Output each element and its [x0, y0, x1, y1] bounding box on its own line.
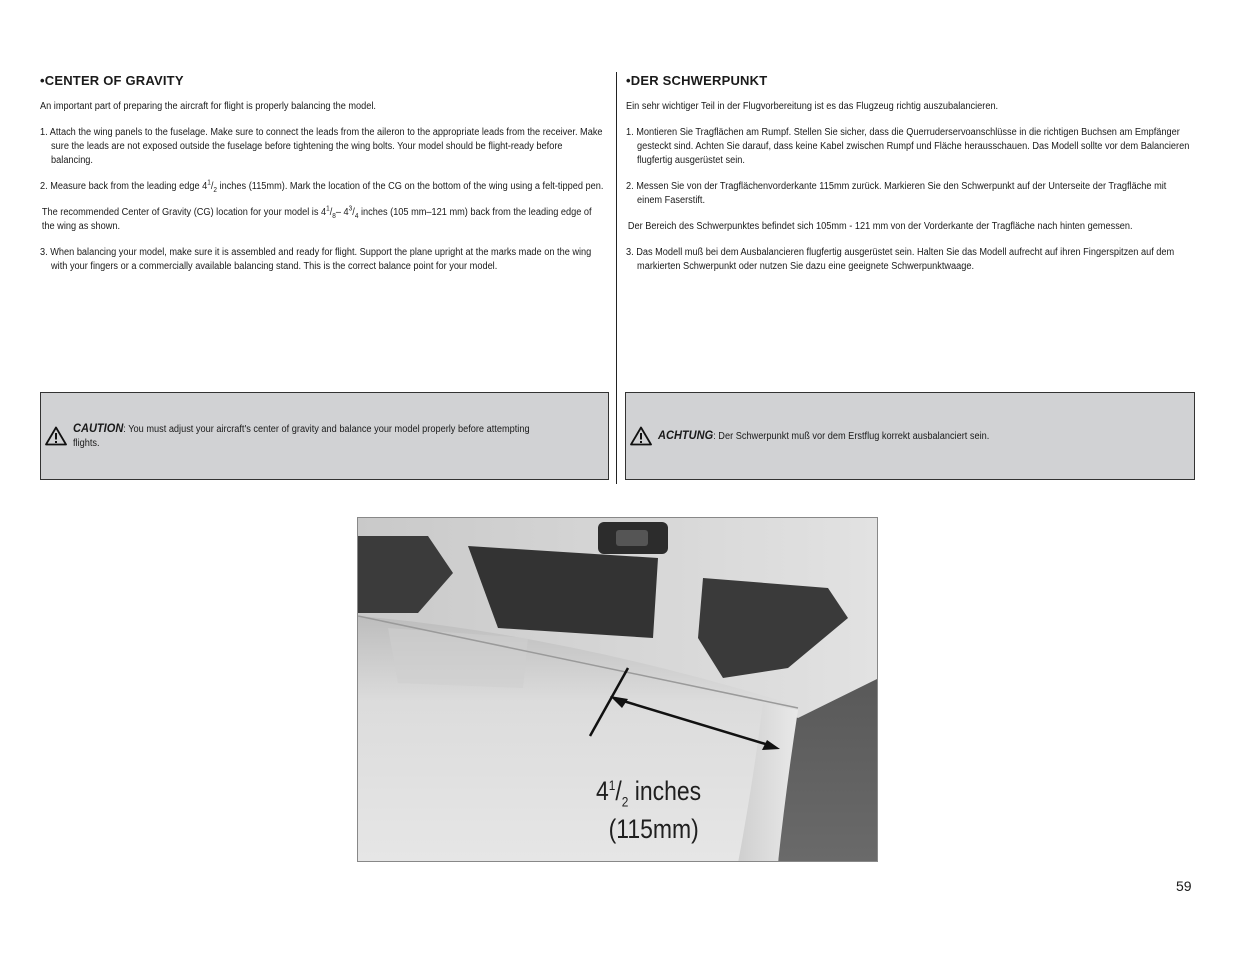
caution-box-english	[40, 392, 609, 480]
step-2-de: 2. Messen Sie von der Tragflächenvorderkante 115mm zurück. Markieren Sie den Schwerpunkt auf der Unterseite der Tragfläche mit einem Faserstift.	[626, 181, 1167, 206]
cg-range-paragraph: The recommended Center of Gravity (CG) location for your model is $4^1/_8-$ $4^3/_4$ inches (105 mm–121 mm) back from the leading edge of the wing as shown.	[41, 205, 592, 232]
english-body	[40, 100, 607, 274]
caution-box-german	[625, 392, 1195, 480]
achtung-keyword: ACHTUNG	[658, 428, 714, 442]
warning-triangle-icon	[630, 426, 652, 446]
wing-cg-photo	[357, 517, 878, 862]
warning-triangle-icon	[45, 426, 67, 446]
section-heading-english: •CENTER OF GRAVITY	[40, 73, 184, 88]
cg-range-paragraph-de: Der Bereich des Schwerpunktes befindet sich 105mm - 121 mm von der Vorderkante der Tragfläche nach hinten gemessen.	[627, 221, 1133, 232]
intro-paragraph: An important part of preparing the aircraft for flight is properly balancing the model.	[40, 101, 376, 112]
column-divider	[616, 72, 617, 484]
achtung-text: : Der Schwerpunkt muß vor dem Erstflug korrekt ausbalanciert sein.	[713, 431, 990, 442]
caution-keyword: CAUTION	[73, 421, 124, 435]
step-2: 2. Measure back from the leading edge $4^1/_2$ inches (115mm). Mark the location of the CG on the bottom of the wing using a felt-tipped pen.	[40, 179, 604, 194]
step-1-de: 1. Montieren Sie Tragflächen am Rumpf. Stellen Sie sicher, dass die Querruderservoanschlüsse in die richtigen Buchsen am Empfänger gesteckt sind. Achten Sie darauf, dass keine Kabel zwischen Rumpf und Fläche herausschauen. Das Modell sollte vor dem Balancieren flugfertig ausgerüstet sein.	[626, 127, 1190, 166]
german-column	[626, 72, 1194, 286]
step-3: 3. When balancing your model, make sure it is assembled and ready for flight. Support the plane upright at the marks made on the wing with your fingers or a commercially available balancing stand. This is the correct balance point for your model.	[40, 247, 592, 272]
page-number: 59	[1176, 878, 1192, 894]
german-body	[626, 100, 1193, 274]
step-1: 1. Attach the wing panels to the fuselage. Make sure to connect the leads from the aileron to the appropriate leads from the receiver. Make sure the leads are not exposed outside the fuselage before tightening the wing bolts. Your model should be flight-ready before balancing.	[40, 127, 603, 166]
caution-text: : You must adjust your aircraft's center of gravity and balance your model properly before attempting flights.	[73, 424, 530, 449]
section-heading-german: •DER SCHWERPUNKT	[626, 73, 768, 88]
measurement-label: $4^1/_2$ inches (115mm)	[596, 776, 702, 844]
intro-paragraph-de: Ein sehr wichtiger Teil in der Flugvorbereitung ist es das Flugzeug richtig auszubalancieren.	[626, 101, 999, 112]
step-3-de: 3. Das Modell muß bei dem Ausbalancieren flugfertig ausgerüstet sein. Halten Sie das Modell aufrecht auf ihren Fingerspitzen auf dem markierten Schwerpunkt oder nutzen Sie dazu eine geeignete Schwerpunktwaage.	[626, 247, 1175, 272]
english-column	[40, 72, 608, 286]
